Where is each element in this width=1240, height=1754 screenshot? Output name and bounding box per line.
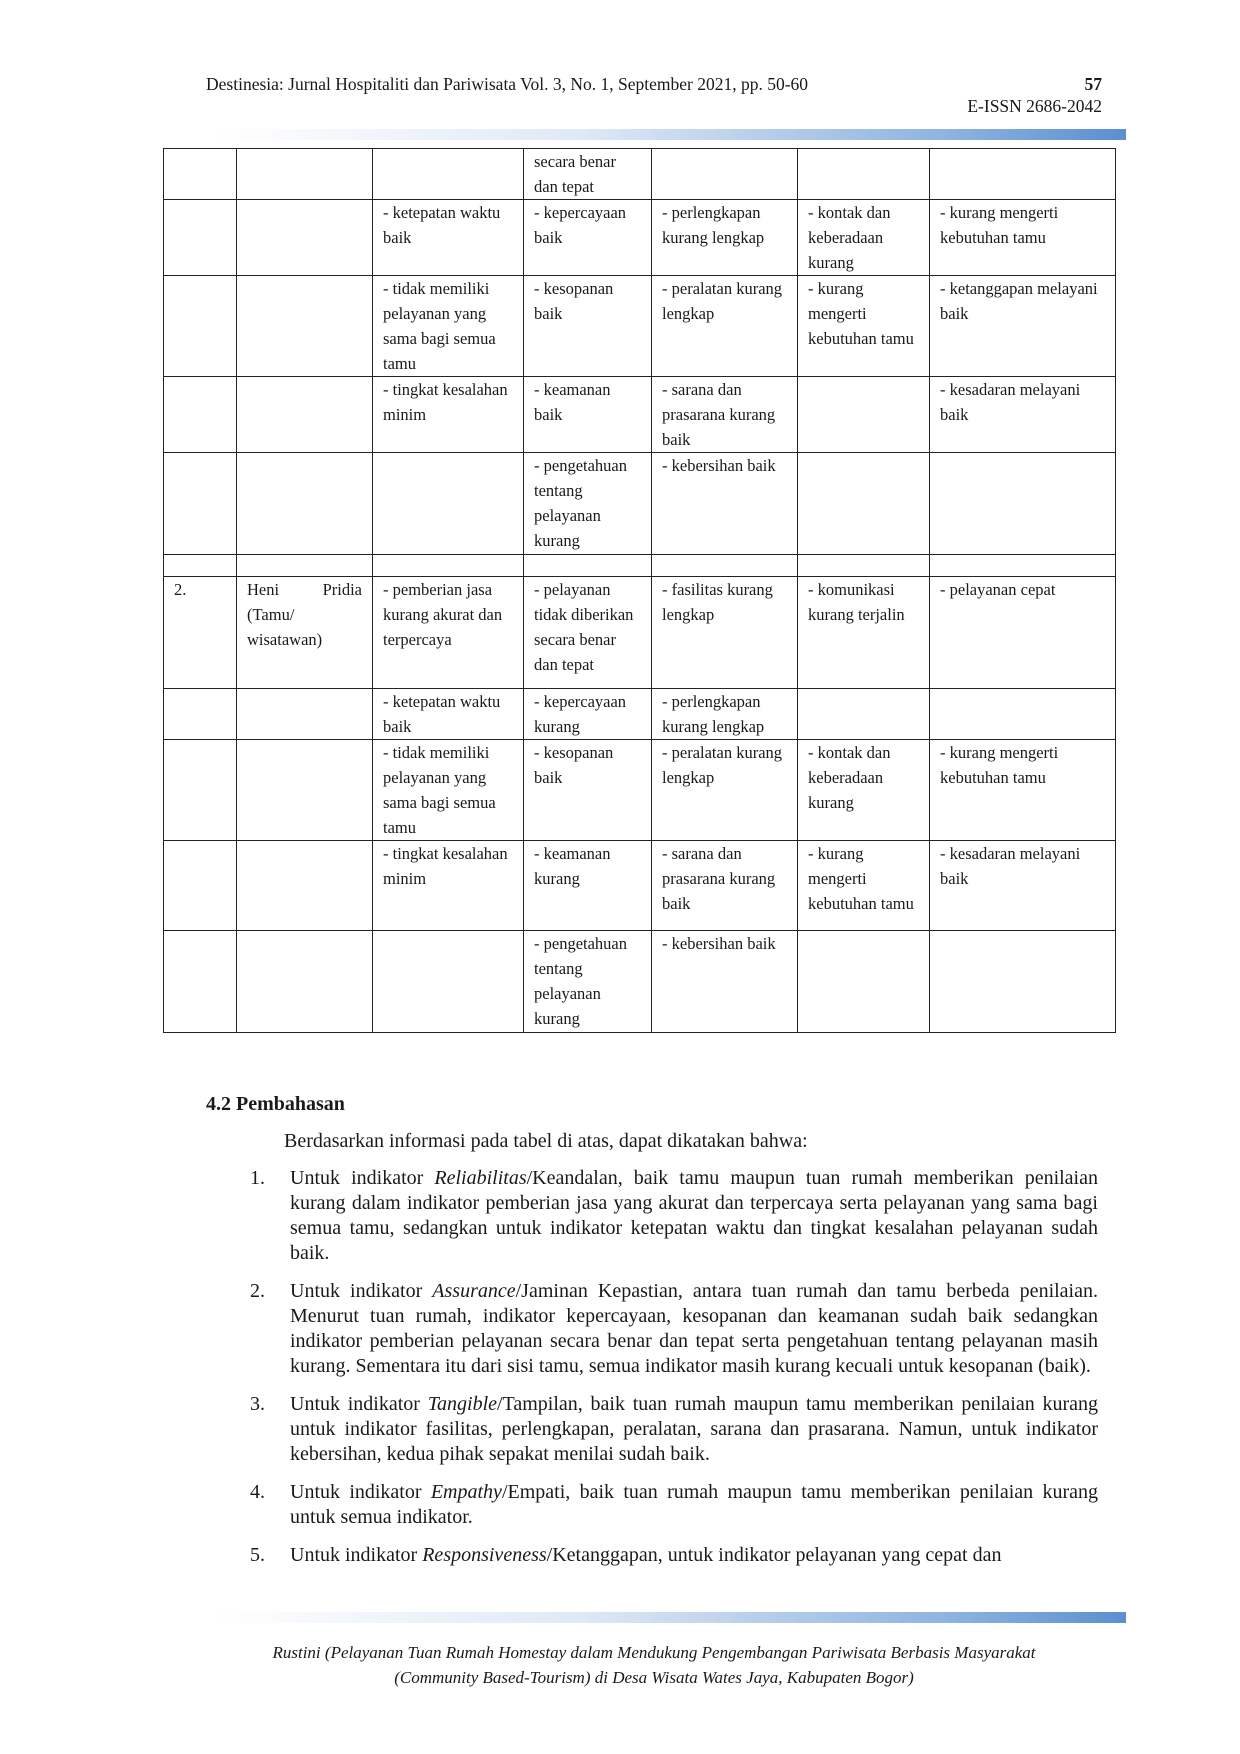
table-row (164, 453, 1116, 555)
table-cell (164, 377, 237, 453)
table-cell (164, 200, 237, 276)
table-cell: - tingkat kesalahan minim (373, 377, 524, 453)
table-cell: - peralatan kurang lengkap (652, 740, 798, 841)
list-number: 2. (250, 1280, 265, 1302)
footer-divider (214, 1612, 1126, 1623)
table-cell: - ketanggapan melayani baik (930, 276, 1116, 377)
list-text: /Keandalan, baik tamu maupun tuan rumah memberikan penilaian kurang dalam indikator pemberian jasa yang akurat dan terpercaya serta pelayanan yang sama bagi semua tamu, sedangkan untuk indikator ketepatan waktu dan tingkat kesalahan pelayanan sudah baik. (290, 1167, 1098, 1264)
table-cell: - kesadaran melayani baik (930, 377, 1116, 453)
discussion-list (250, 1166, 1098, 1580)
table-cell: - kurang mengerti kebutuhan tamu (798, 276, 930, 377)
table-cell: - sarana dan prasarana kurang baik (652, 377, 798, 453)
list-term: Assurance (432, 1280, 516, 1302)
table-cell: - pemberian jasa kurang akurat dan terpercaya (373, 577, 524, 689)
running-header-journal: Destinesia: Jurnal Hospitaliti dan Pariwisata Vol. 3, No. 1, September 2021, pp. 50-60 (206, 74, 809, 94)
table-cell: - pengetahuan tentang pelayanan kurang (524, 453, 652, 555)
list-text: /Empati, baik tuan rumah maupun tamu memberikan penilaian kurang untuk semua indikator. (290, 1481, 1098, 1528)
list-number: 4. (250, 1481, 265, 1503)
table-row (164, 841, 1116, 931)
table-cell (930, 149, 1116, 200)
table-cell: Heni Pridia (Tamu/ wisatawan) (237, 577, 373, 689)
table-row (164, 377, 1116, 453)
table-row (164, 689, 1116, 740)
table-cell (798, 453, 930, 555)
table-row (164, 740, 1116, 841)
table-cell (237, 149, 373, 200)
table-cell: - perlengkapan kurang lengkap (652, 200, 798, 276)
section-intro: Berdasarkan informasi pada tabel di atas, dapat dikatakan bahwa: (284, 1130, 808, 1152)
table-cell: secara benar dan tepat (524, 149, 652, 200)
list-term: Tangible (427, 1393, 497, 1415)
table-cell (237, 377, 373, 453)
list-item (250, 1480, 1098, 1530)
table-cell: - pengetahuan tentang pelayanan kurang (524, 931, 652, 1033)
table-cell (164, 453, 237, 555)
table-cell: - kontak dan keberadaan kurang (798, 740, 930, 841)
table-cell (373, 453, 524, 555)
table-cell (237, 689, 373, 740)
table-row (164, 555, 1116, 577)
table-row (164, 577, 1116, 689)
results-table (163, 148, 1116, 1033)
table-cell (164, 555, 237, 577)
table-cell: - pelayanan cepat (930, 577, 1116, 689)
table-row (164, 276, 1116, 377)
table-cell: - kebersihan baik (652, 931, 798, 1033)
running-footer (206, 1640, 1102, 1690)
list-item (250, 1392, 1098, 1467)
table-cell (798, 149, 930, 200)
table-cell: - peralatan kurang lengkap (652, 276, 798, 377)
table-cell: - keamanan baik (524, 377, 652, 453)
table-cell: - perlengkapan kurang lengkap (652, 689, 798, 740)
table-cell (164, 841, 237, 931)
list-item (250, 1279, 1098, 1379)
table-cell (237, 276, 373, 377)
table-row (164, 931, 1116, 1033)
table-cell (798, 689, 930, 740)
table-cell: - kontak dan keberadaan kurang (798, 200, 930, 276)
list-number: 3. (250, 1393, 265, 1415)
table-cell: 2. (164, 577, 237, 689)
table-cell (373, 149, 524, 200)
list-term: Empathy (430, 1481, 502, 1503)
table-row (164, 200, 1116, 276)
list-text: /Ketanggapan, untuk indikator pelayanan yang cepat dan (546, 1544, 1002, 1566)
table-cell (237, 931, 373, 1033)
list-text: Untuk indikator (290, 1544, 423, 1566)
table-cell (237, 200, 373, 276)
table-cell: - kurang mengerti kebutuhan tamu (930, 740, 1116, 841)
table-cell (930, 555, 1116, 577)
table-cell: - sarana dan prasarana kurang baik (652, 841, 798, 931)
table-cell: - komunikasi kurang terjalin (798, 577, 930, 689)
table-cell (524, 555, 652, 577)
header-divider (214, 129, 1126, 140)
footer-line: Rustini (Pelayanan Tuan Rumah Homestay dalam Mendukung Pengembangan Pariwisata Berbasis Masyarakat (272, 1643, 1036, 1662)
table-cell: - kesopanan baik (524, 740, 652, 841)
table-cell: - tingkat kesalahan minim (373, 841, 524, 931)
list-text: Untuk indikator (290, 1280, 433, 1302)
list-item (250, 1166, 1098, 1266)
table-cell (930, 931, 1116, 1033)
table-cell: - kebersihan baik (652, 453, 798, 555)
table-cell (652, 555, 798, 577)
table-cell (164, 276, 237, 377)
list-number: 5. (250, 1544, 265, 1566)
footer-line: (Community Based-Tourism) di Desa Wisata Wates Jaya, Kabupaten Bogor) (394, 1668, 914, 1687)
table-cell: - kurang mengerti kebutuhan tamu (798, 841, 930, 931)
list-number: 1. (250, 1167, 265, 1189)
table-cell (164, 149, 237, 200)
table-row (164, 149, 1116, 200)
table-cell (373, 555, 524, 577)
table-cell (237, 555, 373, 577)
table-cell: - ketepatan waktu baik (373, 200, 524, 276)
table-cell (652, 149, 798, 200)
table-cell (237, 453, 373, 555)
table-cell: - keamanan kurang (524, 841, 652, 931)
table-cell (930, 689, 1116, 740)
table-cell: - fasilitas kurang lengkap (652, 577, 798, 689)
list-term: Responsiveness (422, 1544, 547, 1566)
list-item (250, 1543, 1098, 1568)
table-cell (373, 931, 524, 1033)
table-cell (798, 555, 930, 577)
table-cell (237, 841, 373, 931)
table-cell (237, 740, 373, 841)
table-cell: - kurang mengerti kebutuhan tamu (930, 200, 1116, 276)
table-cell: - kesadaran melayani baik (930, 841, 1116, 931)
section-title: 4.2 Pembahasan (206, 1093, 345, 1115)
table-cell: - ketepatan waktu baik (373, 689, 524, 740)
list-text: /Tampilan, baik tuan rumah maupun tamu memberikan penilaian kurang untuk indikator fasilitas, perlengkapan, peralatan, sarana dan prasarana. Namun, untuk indikator kebersihan, kedua pihak sepakat menilai sudah baik. (290, 1393, 1098, 1465)
table-cell (164, 931, 237, 1033)
table-cell (164, 740, 237, 841)
page-number: 57 (1084, 74, 1102, 94)
list-text: Untuk indikator (290, 1393, 428, 1415)
issn-label: E-ISSN 2686-2042 (967, 96, 1102, 116)
table-cell (930, 453, 1116, 555)
table-cell (164, 689, 237, 740)
table-cell (798, 931, 930, 1033)
table-cell: - kesopanan baik (524, 276, 652, 377)
list-term: Reliabilitas (434, 1167, 527, 1189)
table-cell: - pelayanan tidak diberikan secara benar dan tepat (524, 577, 652, 689)
list-text: Untuk indikator (290, 1481, 431, 1503)
list-text: Untuk indikator (290, 1167, 435, 1189)
table-cell (798, 377, 930, 453)
table-cell: - kepercayaan baik (524, 200, 652, 276)
list-text: /Jaminan Kepastian, antara tuan rumah dan tamu berbeda penilaian. Menurut tuan rumah, indikator kepercayaan, kesopanan dan keamanan sudah baik sedangkan indikator pemberian pelayanan secara benar dan tepat serta pengetahuan tentang pelayanan masih kurang. Sementara itu dari sisi tamu, semua indikator masih kurang kecuali untuk kesopanan (baik). (290, 1280, 1098, 1377)
table-cell: - tidak memiliki pelayanan yang sama bagi semua tamu (373, 276, 524, 377)
table-cell: - kepercayaan kurang (524, 689, 652, 740)
table-cell: - tidak memiliki pelayanan yang sama bagi semua tamu (373, 740, 524, 841)
